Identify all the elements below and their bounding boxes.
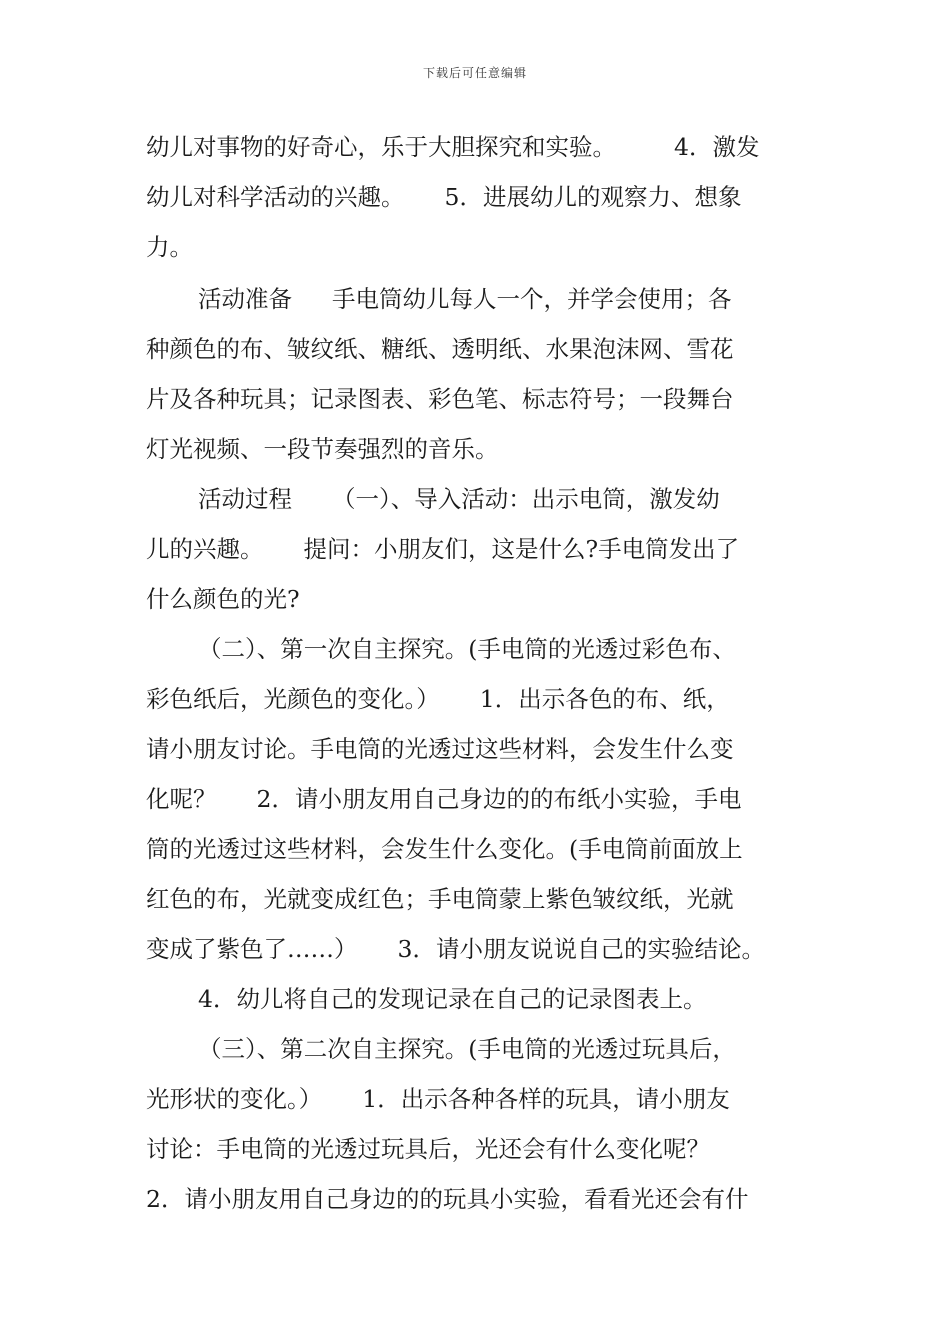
- text-line: [198, 283, 732, 315]
- text-segment: 手电筒幼儿每人一个，并学会使用；各: [332, 285, 732, 313]
- text-segment: （一）、导入活动：出示电筒，激发幼: [332, 485, 720, 513]
- text-segment: 红色的布，光就变成红色；手电筒蒙上紫色皱纹纸，光就: [146, 885, 734, 913]
- text-segment: 彩色纸后，光颜色的变化。）: [146, 685, 440, 713]
- page-header: 下载后可任意编辑: [422, 66, 527, 80]
- text-line: [146, 783, 741, 815]
- text-segment: 1．出示各种各样的玩具，请小朋友: [362, 1085, 730, 1113]
- text-segment: 2．请小朋友用自己身边的的布纸小实验，手电: [256, 785, 742, 813]
- text-line: [146, 933, 765, 965]
- text-line: [146, 683, 730, 715]
- text-segment: 讨论：手电筒的光透过玩具后，光还会有什么变化呢？: [146, 1135, 710, 1163]
- text-segment: 灯光视频、一段节奏强烈的音乐。: [146, 435, 499, 463]
- text-segment: 提问：小朋友们，这是什么?手电筒发出了: [303, 535, 740, 563]
- text-line: [146, 131, 759, 163]
- text-segment: 片及各种玩具；记录图表、彩色笔、标志符号；一段舞台: [146, 385, 734, 413]
- text-line: [146, 533, 739, 565]
- text-line: [198, 483, 720, 515]
- text-segment: 种颜色的布、皱纹纸、糖纸、透明纸、水果泡沫网、雪花: [146, 335, 734, 363]
- text-segment: 活动过程: [198, 485, 292, 513]
- text-segment: 4．幼儿将自己的发现记录在自己的记录图表上。: [198, 985, 707, 1013]
- text-line: [198, 1033, 736, 1065]
- text-line: [146, 181, 741, 213]
- text-segment: 变成了紫色了……）: [146, 935, 358, 963]
- text-line: [146, 1133, 710, 1165]
- text-segment: （三）、第二次自主探究。(手电筒的光透过玩具后，: [198, 1035, 736, 1063]
- text-segment: 幼儿对事物的好奇心，乐于大胆探究和实验。: [146, 133, 616, 161]
- text-line: [146, 1183, 748, 1215]
- text-segment: 化呢？: [146, 785, 217, 813]
- text-segment: 筒的光透过这些材料，会发生什么变化。(手电筒前面放上: [146, 835, 743, 863]
- text-line: [146, 433, 499, 465]
- text-segment: （二）、第一次自主探究。(手电筒的光透过彩色布、: [198, 635, 736, 663]
- text-line: [146, 833, 743, 865]
- text-segment: 请小朋友讨论。手电筒的光透过这些材料，会发生什么变: [146, 735, 734, 763]
- text-line: [146, 583, 300, 615]
- text-segment: 4．激发: [674, 133, 760, 161]
- text-segment: 什么颜色的光?: [146, 585, 300, 613]
- text-line: [198, 633, 736, 665]
- text-segment: 力。: [146, 233, 193, 261]
- text-segment: 3．请小朋友说说自己的实验结论。: [397, 935, 765, 963]
- text-line: [146, 231, 193, 263]
- text-line: [146, 333, 734, 365]
- text-segment: 儿的兴趣。: [146, 535, 264, 563]
- text-segment: 幼儿对科学活动的兴趣。: [146, 183, 405, 211]
- text-line: [146, 883, 734, 915]
- text-line: [146, 383, 734, 415]
- text-segment: 活动准备: [198, 285, 292, 313]
- text-line: [198, 983, 706, 1015]
- text-line: [146, 1083, 730, 1115]
- text-segment: 光形状的变化。）: [146, 1085, 323, 1113]
- text-segment: 5．进展幼儿的观察力、想象: [444, 183, 742, 211]
- text-segment: 1．出示各色的布、纸，: [479, 685, 730, 713]
- text-segment: 2．请小朋友用自己身边的的玩具小实验，看看光还会有什: [146, 1185, 749, 1213]
- text-line: [146, 733, 734, 765]
